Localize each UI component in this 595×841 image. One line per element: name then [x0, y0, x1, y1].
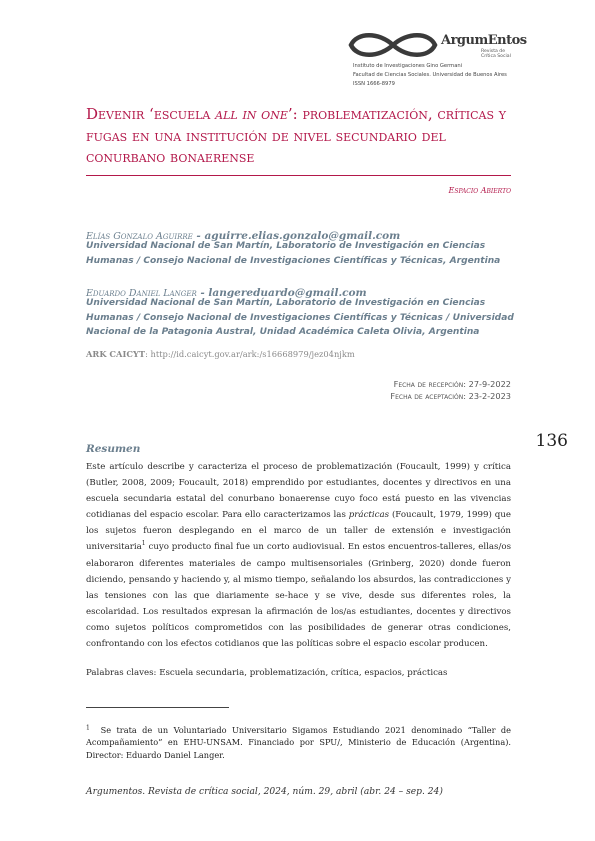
ark-identifier [86, 349, 355, 359]
issn: ISSN 1666-8979 [353, 81, 395, 87]
title-divider [86, 175, 511, 176]
institute-name: Instituto de Investigaciones Gino Germani [353, 63, 463, 69]
author-affiliation: Universidad Nacional de San Martín, Laboratorio de Investigación en Ciencias Humanas / Consejo Nacional de Investigaciones Científicas y Técnicas, Argentina [86, 241, 501, 266]
accepted-label: Fecha de aceptación [390, 391, 464, 401]
footnote-text: Se trata de un Voluntariado Universitario Sigamos Estudiando 2021 denominado “Taller de Acompañamiento” en EHU-UNSAM. Financiado por SPU/, Ministerio de Educación (Argentina). Director: Eduardo Daniel Langer. [86, 725, 511, 760]
faculty-name: Facultad de Ciencias Sociales. Universidad de Buenos Aires [353, 72, 507, 78]
footnote-reference[interactable]: 1 [141, 540, 146, 548]
ark-link[interactable]: : http://id.caicyt.gov.ar/ark:/s16668979/jez04njkm [145, 349, 355, 359]
logo-subtitle-line1: Revista de [481, 49, 506, 54]
author-affiliation: Universidad Nacional de San Martín, Laboratorio de Investigación en Ciencias Humanas / Consejo Nacional de Investigaciones Científicas y Técnicas / Universidad Nacional de la Patagonia Austral, Unidad Académica Caleta Olivia, Argentina [86, 298, 514, 337]
logo-subtitle [481, 49, 511, 59]
journal-citation-footer: Argumentos. Revista de crítica social, 2024, núm. 29, abril (abr. 24 – sep. 24) [86, 787, 443, 797]
journal-logo [345, 30, 527, 90]
keywords: Palabras claves: Escuela secundaria, problematización, crítica, espacios, prácticas [86, 668, 448, 678]
article-dates [390, 378, 511, 402]
article-title [86, 104, 516, 169]
received-date [390, 378, 511, 390]
received-label: Fecha de recepción [393, 379, 464, 389]
title-part2: all in one [215, 105, 288, 123]
author-line: Elías Gonzalo Aguirre - aguirre.elias.gonzalo@gmail.com [86, 230, 401, 242]
author-name: Eduardo Daniel Langer [86, 288, 197, 299]
abstract-italic: prácticas [348, 510, 390, 521]
footnote [86, 724, 511, 761]
page-number: 136 [535, 431, 568, 451]
logo-subtitle-line2: Crítica Social [481, 54, 511, 59]
accepted-value: : 23-2-2023 [463, 391, 511, 401]
author-line: Eduardo Daniel Langer - langereduardo@gmail.com [86, 287, 367, 299]
received-value: : 27-9-2022 [463, 379, 511, 389]
footnote-number: 1 [86, 724, 90, 732]
section-label: Espacio Abierto [448, 186, 511, 195]
abstract-part2: (Foucault, 1979, 1999) que los sujetos fueron desplegando en el marco de un taller de extensión e investigación universitaria [86, 510, 511, 553]
ark-label: ARK CAICYT [86, 349, 146, 359]
accepted-date [390, 390, 511, 402]
author-email[interactable]: aguirre.elias.gonzalo@gmail.com [204, 230, 401, 242]
infinity-logo-icon [345, 30, 441, 60]
abstract-part1: Este artículo describe y caracteriza el proceso de problematización (Foucault, 1999) y crítica (Butler, 2008, 2009; Foucault, 2018) emprendido por estudiantes, docentes y directivos en una escuela secundaria estatal del conurbano bonaerense cuyo foco está puesto en las vivencias cotidianas del espacio escolar. Para ello caracterizamos las [86, 462, 511, 521]
abstract-heading: Resumen [86, 443, 141, 455]
logo-wordmark: ArgumEntos [441, 33, 527, 48]
abstract-text [86, 459, 511, 652]
abstract-part3: cuyo producto final fue un corto audiovisual. En estos encuentros-talleres, ellas/os elaboraron diferentes materiales de campo multisensoriales (Grinberg, 2020) donde fueron diciendo, pensando y haciendo y, al mismo tiempo, señalando los absurdos, las contradicciones y las tensiones con las que diariamente se-hace y se vive, desde sus diferentes roles, la escolaridad. Los resultados expresan la afirmación de los/as estudiantes, docentes y directivos como sujetos políticos comprometidos con las posibilidades de generar otras condiciones, confrontando con los efectos cotidianos que las políticas sobre el espacio escolar producen. [86, 542, 511, 650]
title-part1: Devenir ‘escuela [86, 105, 216, 123]
author-name: Elías Gonzalo Aguirre [86, 231, 193, 242]
footnote-divider [86, 707, 229, 708]
author-email[interactable]: langereduardo@gmail.com [208, 287, 367, 299]
title-part3: ’: problematización, críticas y fugas en una institución de nivel secundario del conurbano bonaerense [86, 105, 507, 166]
